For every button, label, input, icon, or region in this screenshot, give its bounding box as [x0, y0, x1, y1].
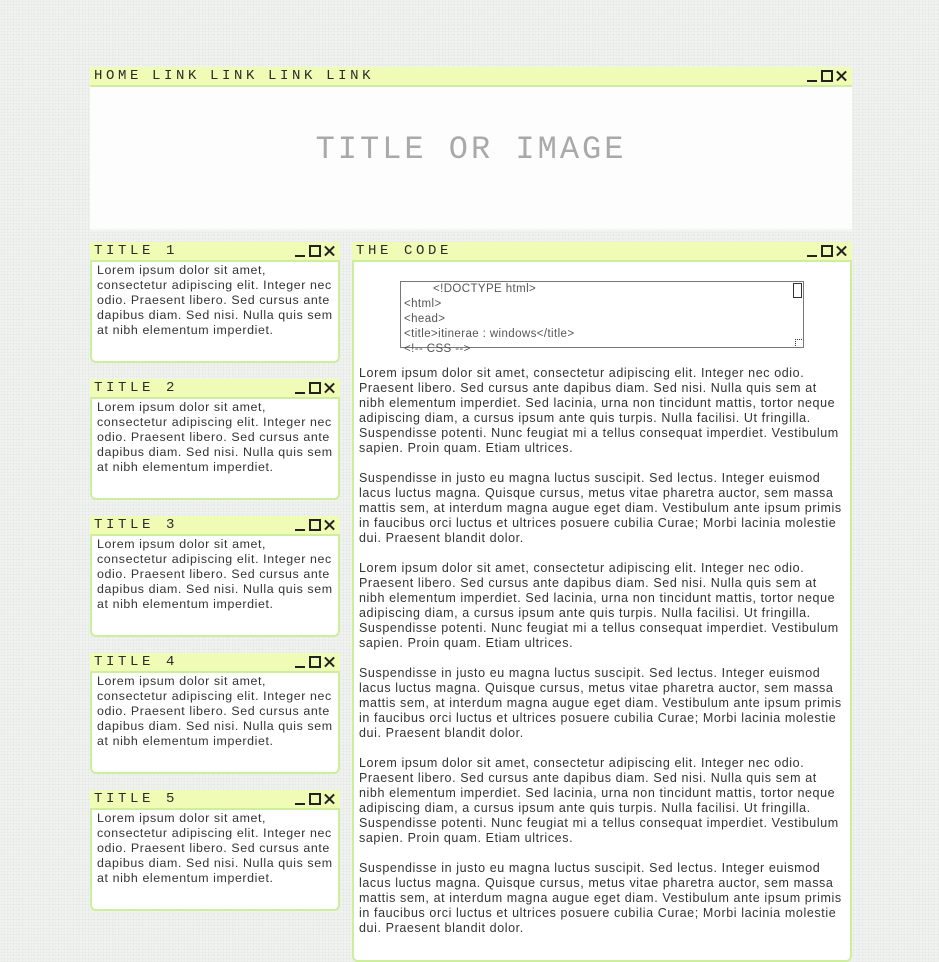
sidebar-window-2: [90, 399, 340, 500]
sidebar-window-1: [90, 262, 340, 363]
maximize-icon[interactable]: [309, 519, 321, 531]
paragraph: Lorem ipsum dolor sit amet, consectetur adipiscing elit. Integer nec odio. Praesent libero. Sed cursus ante dapibus diam. Sed nisi. Nulla quis sem at nibh elementum imperdiet. Sed lacinia, urna non tincidunt mattis, tortor neque adipiscing diam, a cursus ipsum ante quis turpis. Nulla facilisi. Ut fringilla. Suspendisse potenti. Nunc feugiat mi a tellus consequat imperdiet. Vestibulum sapien. Proin quam. Etiam ultrices.: [359, 561, 839, 650]
maximize-icon[interactable]: [821, 245, 833, 257]
close-icon[interactable]: [324, 657, 335, 668]
nav-link-4[interactable]: LINK: [326, 68, 375, 84]
window-controls: [295, 516, 335, 534]
paragraph: Suspendisse in justo eu magna luctus suscipit. Sed lectus. Integer euismod lacus luctus magna. Quisque cursus, metus vitae pharetra auctor, sem massa mattis sem, at interdum magna augue eget diam. Vestibulum ante ipsum primis in faucibus orci luctus et ultrices posuere cubilia Curae; Morbi lacinia molestie dui. Praesent blandit dolor.: [359, 666, 842, 740]
minimize-icon[interactable]: [807, 71, 818, 82]
sidebar-window-title: TITLE 1: [94, 243, 179, 259]
minimize-icon[interactable]: [295, 794, 306, 805]
close-icon[interactable]: [324, 383, 335, 394]
sidebar-window-text: Lorem ipsum dolor sit amet, consectetur adipiscing elit. Integer nec odio. Praesent libero. Sed cursus ante dapibus diam. Sed nisi. Nulla quis sem at nibh elementum imperdiet.: [97, 674, 333, 748]
minimize-icon[interactable]: [295, 520, 306, 531]
main-window-title: THE CODE: [356, 243, 453, 259]
sidebar-window-3-titlebar: [90, 516, 340, 536]
minimize-icon[interactable]: [295, 246, 306, 257]
code-line: <!DOCTYPE html>: [433, 283, 537, 295]
maximize-icon[interactable]: [309, 793, 321, 805]
maximize-icon[interactable]: [821, 70, 833, 82]
nav-link-3[interactable]: LINK: [268, 68, 317, 84]
hero-title: TITLE OR IMAGE: [315, 131, 627, 168]
scrollbar-thumb[interactable]: [793, 283, 802, 298]
sidebar-window-1-titlebar: [90, 242, 340, 262]
close-icon[interactable]: [836, 71, 847, 82]
code-line: <head>: [404, 313, 446, 325]
sidebar-window-2-titlebar: [90, 379, 340, 399]
code-line: <!-- CSS -->: [404, 343, 471, 355]
paragraph: Suspendisse in justo eu magna luctus suscipit. Sed lectus. Integer euismod lacus luctus magna. Quisque cursus, metus vitae pharetra auctor, sem massa mattis sem, at interdum magna augue eget diam. Vestibulum ante ipsum primis in faucibus orci luctus et ultrices posuere cubilia Curae; Morbi lacinia molestie dui. Praesent blandit dolor.: [359, 861, 842, 935]
window-controls: [295, 242, 335, 260]
close-icon[interactable]: [836, 246, 847, 257]
sidebar-window-text: Lorem ipsum dolor sit amet, consectetur adipiscing elit. Integer nec odio. Praesent libero. Sed cursus ante dapibus diam. Sed nisi. Nulla quis sem at nibh elementum imperdiet.: [97, 537, 333, 611]
paragraph: Suspendisse in justo eu magna luctus suscipit. Sed lectus. Integer euismod lacus luctus magna. Quisque cursus, metus vitae pharetra auctor, sem massa mattis sem, at interdum magna augue eget diam. Vestibulum ante ipsum primis in faucibus orci luctus et ultrices posuere cubilia Curae; Morbi lacinia molestie dui. Praesent blandit dolor.: [359, 471, 842, 545]
sidebar-window-5-titlebar: [90, 790, 340, 810]
nav-link-2[interactable]: LINK: [210, 68, 259, 84]
paragraph: Lorem ipsum dolor sit amet, consectetur adipiscing elit. Integer nec odio. Praesent libero. Sed cursus ante dapibus diam. Sed nisi. Nulla quis sem at nibh elementum imperdiet. Sed lacinia, urna non tincidunt mattis, tortor neque adipiscing diam, a cursus ipsum ante quis turpis. Nulla facilisi. Ut fringilla. Suspendisse potenti. Nunc feugiat mi a tellus consequat imperdiet. Vestibulum sapien. Proin quam. Etiam ultrices.: [359, 366, 839, 455]
sidebar-window-text: Lorem ipsum dolor sit amet, consectetur adipiscing elit. Integer nec odio. Praesent libero. Sed cursus ante dapibus diam. Sed nisi. Nulla quis sem at nibh elementum imperdiet.: [97, 811, 333, 885]
window-controls: [807, 242, 847, 260]
sidebar-window-title: TITLE 5: [94, 791, 179, 807]
maximize-icon[interactable]: [309, 656, 321, 668]
sidebar-window-title: TITLE 3: [94, 517, 179, 533]
nav-titlebar: [90, 67, 852, 87]
sidebar-window-text: Lorem ipsum dolor sit amet, consectetur adipiscing elit. Integer nec odio. Praesent libero. Sed cursus ante dapibus diam. Sed nisi. Nulla quis sem at nibh elementum imperdiet.: [97, 263, 333, 337]
minimize-icon[interactable]: [807, 246, 818, 257]
hero-banner: [90, 87, 852, 231]
sidebar-window-4-titlebar: [90, 653, 340, 673]
minimize-icon[interactable]: [295, 383, 306, 394]
sidebar-window-4: [90, 673, 340, 774]
maximize-icon[interactable]: [309, 382, 321, 394]
maximize-icon[interactable]: [309, 245, 321, 257]
window-controls: [807, 67, 847, 85]
nav-link-home[interactable]: HOME: [94, 68, 143, 84]
resize-grip-icon[interactable]: [795, 339, 802, 346]
code-line: <html>: [404, 298, 442, 310]
sidebar-window-title: TITLE 2: [94, 380, 179, 396]
main-window-titlebar: [352, 242, 852, 262]
window-controls: [295, 379, 335, 397]
paragraph: Lorem ipsum dolor sit amet, consectetur adipiscing elit. Integer nec odio. Praesent libero. Sed cursus ante dapibus diam. Sed nisi. Nulla quis sem at nibh elementum imperdiet. Sed lacinia, urna non tincidunt mattis, tortor neque adipiscing diam, a cursus ipsum ante quis turpis. Nulla facilisi. Ut fringilla. Suspendisse potenti. Nunc feugiat mi a tellus consequat imperdiet. Vestibulum sapien. Proin quam. Etiam ultrices.: [359, 756, 839, 845]
window-controls: [295, 653, 335, 671]
close-icon[interactable]: [324, 520, 335, 531]
close-icon[interactable]: [324, 794, 335, 805]
window-controls: [295, 790, 335, 808]
main-content: [359, 366, 843, 951]
nav-link-1[interactable]: LINK: [152, 68, 201, 84]
sidebar-window-5: [90, 810, 340, 911]
sidebar-window-title: TITLE 4: [94, 654, 179, 670]
code-textarea[interactable]: [400, 281, 804, 355]
sidebar-window-text: Lorem ipsum dolor sit amet, consectetur adipiscing elit. Integer nec odio. Praesent libero. Sed cursus ante dapibus diam. Sed nisi. Nulla quis sem at nibh elementum imperdiet.: [97, 400, 333, 474]
close-icon[interactable]: [324, 246, 335, 257]
sidebar-window-3: [90, 536, 340, 637]
minimize-icon[interactable]: [295, 657, 306, 668]
code-line: <title>itinerae : windows</title>: [404, 328, 575, 340]
